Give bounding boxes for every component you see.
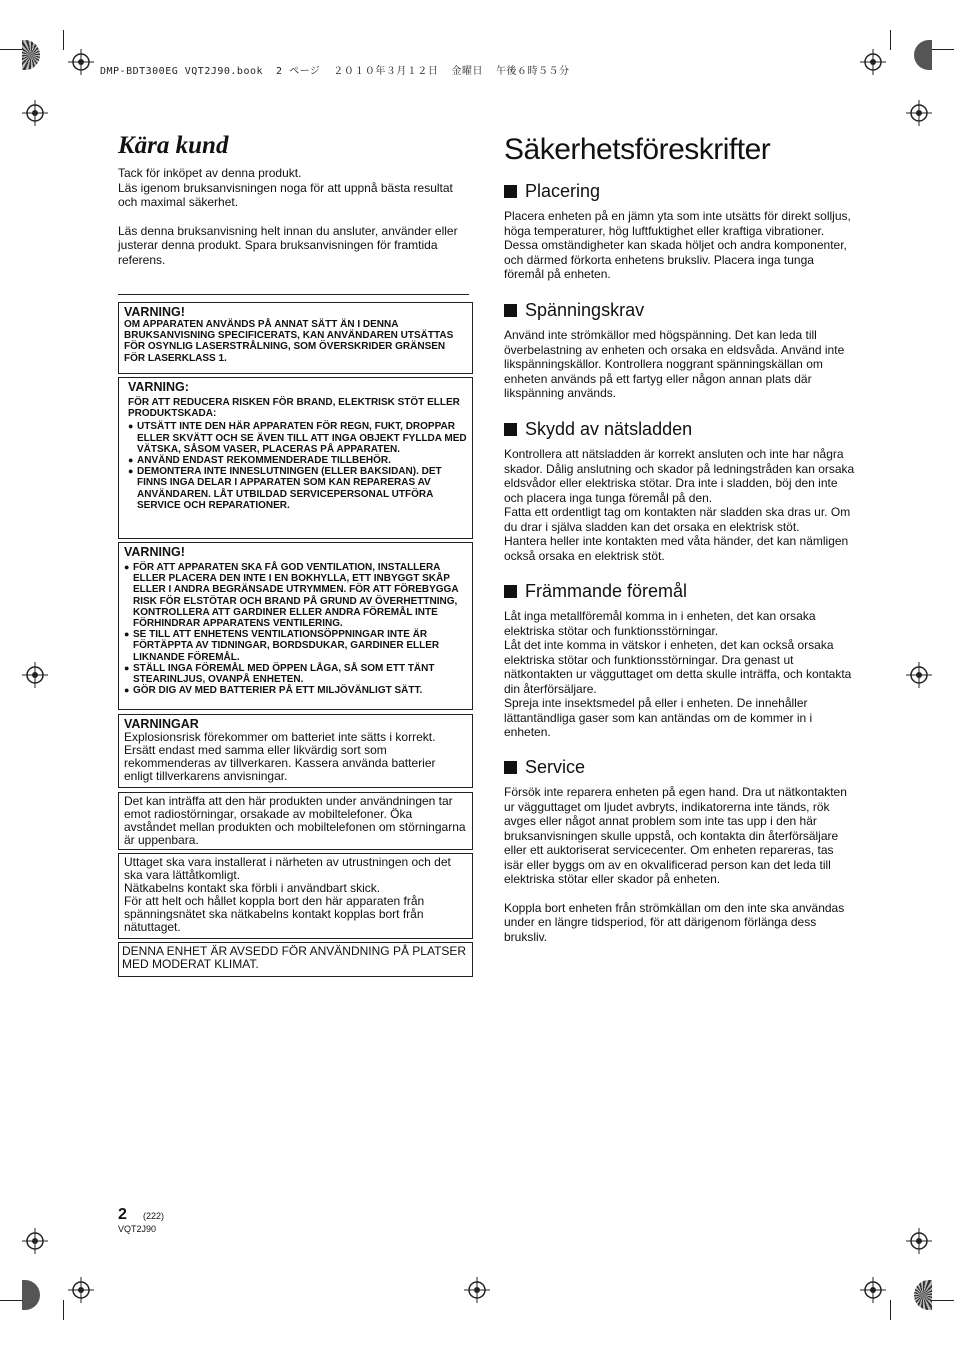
list-item: ● FÖR ATT APPARATEN SKA FÅ GOD VENTILATION, INSTALLERA ELLER PLACERA DEN INTE I EN BOKHYLLA, ETT INBYGGT SKÅP ELLER I ANDRA BEGRÄNSADE UTRYMMEN. FÖR ATT FÖREBYGGA RISK FÖR ELSTÖTAR OCH BRAND PÅ GRUND AV ÖVERHETTNING, KONTROLLERA ATT GARDINER ELLER ANDRA FÖREMÅL INTE FÖRHINDRAR APPARATENS VENTILERING. (124, 562, 467, 629)
crop-mark (0, 49, 24, 50)
box-text: OM APPARATEN ANVÄNDS PÅ ANNAT SÄTT ÄN I DENNA BRUKSANVISNING SPECIFICERATS, KAN ANVÄNDAREN UTSÄTTAS FÖR OSYNLIG LASERSTRÅLNING, SOM ÖVERSKRIDER GRÄNSEN FÖR LASERKLASS 1. (124, 319, 454, 364)
box-text: DENNA ENHET ÄR AVSEDD FÖR ANVÄNDNING PÅ PLATSER MED MODERAT KLIMAT. (122, 944, 467, 971)
intro-text (118, 166, 468, 282)
outlet-note-box (118, 853, 473, 939)
section-heading-label: Spänningskrav (525, 300, 645, 320)
registration-mark-icon (860, 49, 886, 75)
registration-mark-icon (22, 100, 48, 126)
crop-mark (890, 30, 891, 50)
list-item: ● UTSÄTT INTE DEN HÄR APPARATEN FÖR REGN, FUKT, DROPPAR ELLER SKVÄTT OCH SE ÄVEN TILL ATT INGA OBJEKT FYLLDA MED VÄTSKA, SÅSOM VASER, PLACERAS PÅ APPARATEN. (128, 421, 467, 455)
box-text: Nätkabelns kontakt ska förbli i användbart skick. (124, 881, 381, 895)
paragraph: Använd inte strömkällor med högspänning. Det kan leda till överbelastning av enheten och orsaka en eldsvåda. Använd inte likspänningskällor. Kontrollera noggrant spänningskällan om enheten används på ett fartyg eller någon annan plats där likspänning används. (504, 328, 845, 400)
intro-paragraph: Läs denna bruksanvisning helt innan du ansluter, använder eller justerar denna produkt. Spara bruksanvisningen för framtida referens. (118, 223, 458, 267)
square-bullet-icon (504, 423, 517, 436)
registration-mark-icon (860, 1277, 886, 1303)
section-heading-label: Skydd av nätsladden (525, 419, 693, 439)
crop-mark (0, 1300, 24, 1301)
crop-mark (63, 30, 64, 50)
paragraph: Koppla bort enheten från strömkällan om den inte ska användas under en längre tidsperiod, för att därigenom förlänga dess bruksliv. (504, 900, 845, 944)
crop-mark (930, 1300, 954, 1301)
registration-mark-icon (906, 662, 932, 688)
paragraph: Låt det inte komma in vätskor i enheten, det kan också orsaka elektriska stötar och funktionsstörningar. Dra genast ut nätkontakten ur vägguttaget om detta skulle inträffa, och kontakta din återförsäljare. (504, 638, 852, 696)
square-bullet-icon (504, 761, 517, 774)
intro-paragraph: Tack för inköpet av denna produkt. Läs igenom bruksanvisningen noga för att uppnå bästa resultat och maximal säkerhet. (118, 166, 453, 210)
page-title: Säkerhetsföreskrifter (504, 133, 771, 166)
paragraph: Kontrollera att nätsladden är korrekt ansluten och inte har några skador. Dålig anslutning och skador på ledningstråden kan orsaka eldsvådor eller elektriska stötar. Dra inte i sladden, böj den inte och placera inga tunga föremål på den. (504, 447, 855, 505)
square-bullet-icon (504, 585, 517, 598)
box-heading: VARNING! (124, 545, 185, 559)
climate-note-box (118, 942, 473, 977)
crop-mark (890, 1300, 891, 1320)
fire-warning-box (118, 377, 473, 539)
section-frammande-foremal (504, 581, 856, 740)
section-heading (504, 757, 856, 778)
laser-warning-box (118, 302, 473, 374)
paragraph: Spreja inte insektsmedel på eller i enheten. De innehåller lättantändliga gaser som kan antändas om de kommer in i enheten. (504, 696, 813, 739)
interference-note-box (118, 792, 473, 850)
section-placering (504, 181, 856, 282)
section-heading-label: Placering (525, 181, 601, 201)
registration-mark-icon (22, 1228, 48, 1254)
section-body (504, 328, 856, 401)
list-item: ● DEMONTERA INTE INNESLUTNINGEN (ELLER BAKSIDAN). DET FINNS INGA DELAR I APPARATEN SOM KAN REPARERAS AV ANVÄNDAREN. LÅT UTBILDAD SERVICEPERSONAL UTFÖRA SERVICE OCH REPARATIONER. (128, 466, 467, 511)
ventilation-warning-box (118, 542, 473, 710)
box-text: Det kan inträffa att den här produkten under användningen tar emot radiostörningar, orsakade av mobiltelefoner. Öka avståndet mellan produkten och mobiltelefonen om störningarna är uppenbara. (124, 794, 466, 847)
paragraph: Placera enheten på en jämn yta som inte utsätts för direkt solljus, höga temperaturer, hög luftfuktighet eller kraftiga vibrationer. Dessa omständigheter kan skada höljet och andra komponenter, och därmed förkorta enhetens bruksliv. Placera inga tunga föremål på enheten. (504, 209, 851, 281)
paragraph: Hantera heller inte kontakten med våta händer, det kan nämligen också orsaka en elektrisk stöt. (504, 534, 849, 563)
list-item: ● STÄLL INGA FÖREMÅL MED ÖPPEN LÅGA, SÅ SOM ETT TÄNT STEARINLJUS, OVANPÅ ENHETEN. (124, 663, 467, 685)
print-file-info: DMP-BDT300EG VQT2J90.book 2 ページ ２０１０年３月１２日 金曜日 午後６時５５分 (100, 66, 570, 77)
greeting-title: Kära kund (118, 132, 229, 159)
registration-mark-icon (68, 1277, 94, 1303)
document-code: VQT2J90 (118, 1224, 157, 1234)
box-heading: VARNING: (128, 380, 189, 394)
section-body (504, 785, 856, 944)
color-wheel-icon (22, 1280, 40, 1310)
section-heading (504, 419, 856, 440)
warning-list (124, 562, 467, 696)
registration-mark-icon (464, 1277, 490, 1303)
list-item: ● SE TILL ATT ENHETENS VENTILATIONSÖPPNINGAR INTE ÄR FÖRTÄPPTA AV TIDNINGAR, BORDSDUKAR, GARDINER ELLER LIKNANDE FÖREMÅL. (124, 629, 467, 663)
box-heading: VARNING! (124, 305, 185, 319)
section-heading (504, 181, 856, 202)
square-bullet-icon (504, 185, 517, 198)
battery-warning-box (118, 714, 473, 788)
section-skydd-av-natsladden (504, 419, 856, 563)
crop-mark (930, 49, 954, 50)
section-body (504, 209, 856, 282)
paragraph: Försök inte reparera enheten på egen hand. Dra ut nätkontakten ur vägguttaget om ljudet avbryts, indikatorerna inte tänds, rök avges eller något annat problem som inte tas upp i den här bruksanvisningen skulle uppstå, och kontakta din återförsäljare eller ett auktoriserat servicecenter. Om enheten repareras, tas isär eller byggs om av en okvalificerad person kan det leda till elektriska stötar eller skador på enheten. (504, 785, 847, 886)
section-service (504, 757, 856, 944)
warning-list (128, 421, 467, 511)
color-wheel-icon (914, 40, 932, 70)
registration-mark-icon (906, 1228, 932, 1254)
paragraph: Låt inga metallföremål komma in i enheten, det kan orsaka elektriska stötar och funktionsstörningar. (504, 609, 816, 638)
divider (118, 294, 469, 295)
page-number: 2 (118, 1206, 127, 1223)
section-heading-label: Service (525, 757, 586, 777)
registration-mark-icon (22, 662, 48, 688)
box-text: För att helt och hållet koppla bort den här apparaten från spänningsnätet ska nätkabelns kontakt kopplas bort från nätuttaget. (124, 894, 425, 934)
square-bullet-icon (504, 304, 517, 317)
section-heading (504, 300, 856, 321)
section-body (504, 447, 856, 563)
box-text: FÖR ATT REDUCERA RISKEN FÖR BRAND, ELEKTRISK STÖT ELLER PRODUKTSKADA: (128, 397, 460, 420)
box-heading: VARNINGAR (124, 717, 199, 731)
list-item: ● ANVÄND ENDAST REKOMMENDERADE TILLBEHÖR. (128, 455, 467, 466)
page-code: (222) (143, 1211, 165, 1221)
registration-mark-icon (68, 49, 94, 75)
section-body (504, 609, 856, 740)
section-heading (504, 581, 856, 602)
paragraph: Fatta ett ordentligt tag om kontakten när sladden ska dras ur. Om du drar i själva sladden kan det orsaka en elektrisk stöt. (504, 505, 851, 534)
section-heading-label: Främmande föremål (525, 581, 688, 601)
crop-mark (63, 1300, 64, 1320)
box-text: Explosionsrisk förekommer om batteriet inte sätts i korrekt. Ersätt endast med samma eller likvärdig sort som rekommenderas av tillverkaren. Kassera använda batterier enligt tillverkarens anvisningar. (124, 730, 436, 783)
color-wheel-icon (22, 40, 40, 70)
color-wheel-icon (914, 1280, 932, 1310)
section-spanningskrav (504, 300, 856, 401)
registration-mark-icon (906, 100, 932, 126)
box-text: Uttaget ska vara installerat i närheten av utrustningen och det ska vara lättåtkomligt. (124, 855, 451, 882)
list-item: ● GÖR DIG AV MED BATTERIER PÅ ETT MILJÖVÄNLIGT SÄTT. (124, 685, 467, 696)
